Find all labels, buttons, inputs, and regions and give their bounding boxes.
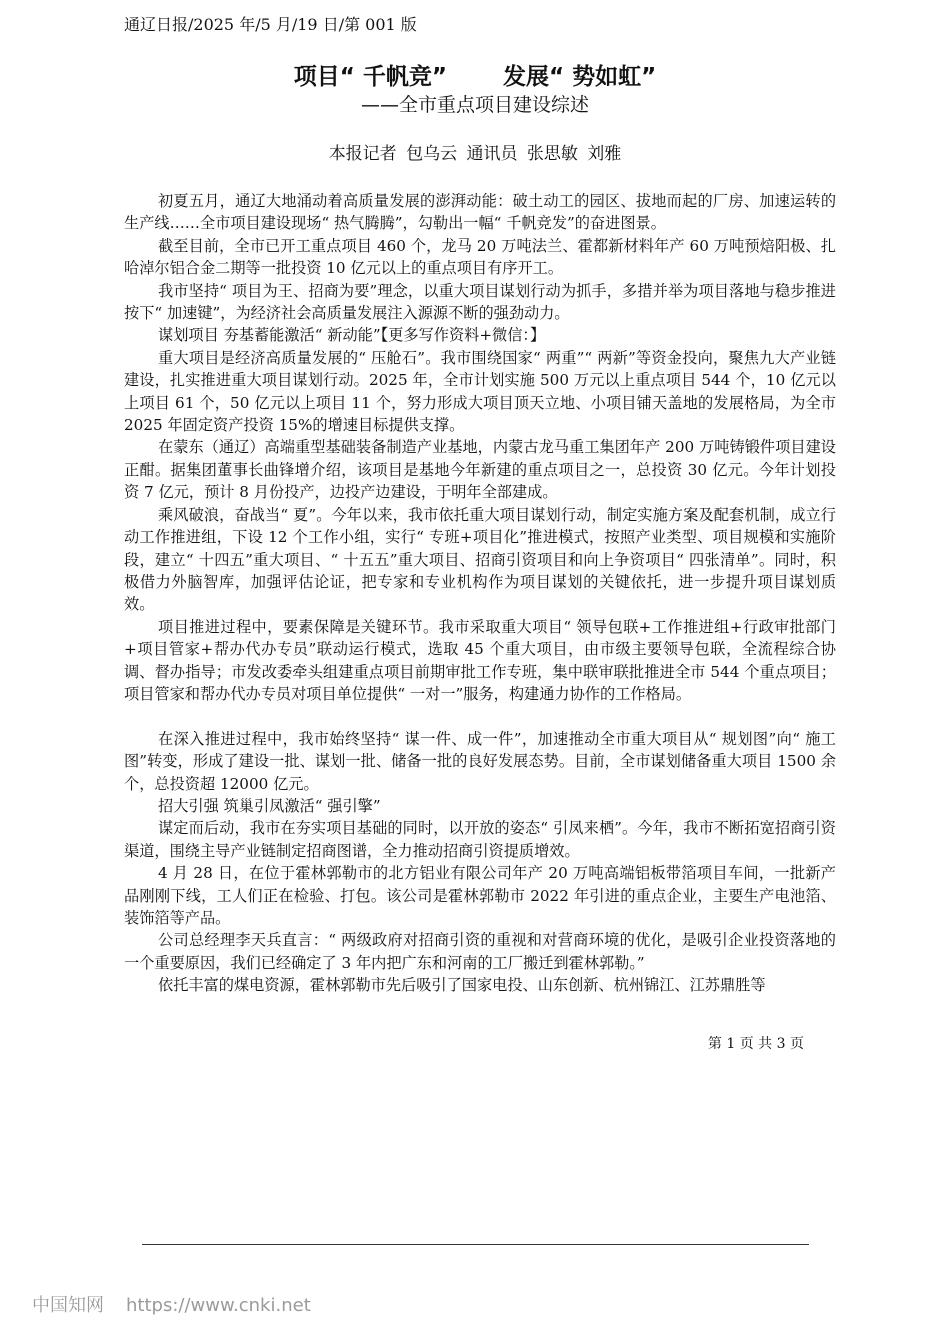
- section-heading: 谋划项目 夯基蓄能激活“ 新动能”【更多写作资料+微信：】: [158, 326, 546, 345]
- article-title-right: 发展“ 势如虹”: [503, 64, 657, 90]
- paragraph: 在蒙东（通辽）高端重型基础装备制造产业基地，内蒙古龙马重工集团年产 200 万吨铸锻件项目建设正酣。据集团董事长曲锋增介绍，该项目是基地今年新建的重点项目之一，总投资 30 亿元。今年计划投资 7 亿元，预计 8 月份投产，边投产边建设，于明年全部建成。: [124, 438, 836, 502]
- footer-divider: [142, 1244, 809, 1245]
- page-number: 第 1 页 共 3 页: [707, 1036, 804, 1052]
- watermark-brand: 中国知网: [32, 1295, 104, 1316]
- paragraph: 截至目前，全市已开工重点项目 460 个，龙马 20 万吨法兰、霍都新材料年产 60 万吨预焙阳极、扎哈淖尔铝合金二期等一批投资 10 亿元以上的重点项目有序开工。: [124, 236, 836, 278]
- paragraph: 乘风破浪，奋战当“ 夏”。今年以来，我市依托重大项目谋划行动，制定实施方案及配套机制，成立行动工作推进组，下设 12 个工作小组，实行“ 专班+项目化”推进模式，按照产业类型、项目规模和实施阶段，建立“ 十四五”重大项目、“ 十五五”重大项目、招商引资项目和向上争资项目“ 四张清单”。同时，积极借力外脑智库，加强评估论证，把专家和专业机构作为项目谋划的关键依托，进一步提升项目谋划质效。: [124, 505, 836, 614]
- cnki-watermark: [32, 1294, 311, 1318]
- article-byline: 本报记者 包乌云 通讯员 张思敏 刘雅: [328, 144, 622, 164]
- paragraph: 初夏五月，通辽大地涌动着高质量发展的澎湃动能：破土动工的园区、拔地而起的厂房、加速运转的生产线……全市项目建设现场“ 热气腾腾”，勾勒出一幅“ 千帆竞发”的奋进图景。: [124, 192, 836, 233]
- section-heading: 招大引强 筑巢引凤激活“ 强引擎”: [158, 796, 381, 815]
- article-title-left: 项目“ 千帆竞”: [293, 64, 447, 90]
- paragraph: 依托丰富的煤电资源，霍林郭勒市先后吸引了国家电投、山东创新、杭州锦江、江苏鼎胜等: [158, 976, 766, 995]
- paragraph: 我市坚持“ 项目为王、招商为要”理念，以重大项目谋划行动为抓手，多措并举为项目落地与稳步推进按下“ 加速键”，为经济社会高质量发展注入源源不断的强劲动力。: [124, 281, 836, 323]
- paragraph: 谋定而后动，我市在夯实项目基础的同时，以开放的姿态“ 引凤来栖”。今年，我市不断拓宽招商引资渠道，围绕主导产业链制定招商图谱，全力推动招商引资提质增效。: [124, 819, 836, 860]
- article-title: [0, 62, 950, 92]
- newspaper-source-line: 通辽日报/2025 年/5 月/19 日/第 001 版: [124, 15, 417, 34]
- article-subtitle: ——全市重点项目建设综述: [360, 94, 589, 116]
- paragraph: 公司总经理李天兵直言：“ 两级政府对招商引资的重视和对营商环境的优化，是吸引企业投资落地的一个重要原因，我们已经确定了 3 年内把广东和河南的工厂搬迁到霍林郭勒。”: [124, 931, 836, 972]
- paragraph: 在深入推进过程中，我市始终坚持“ 谋一件、成一件”，加速推动全市重大项目从“ 规划图”向“ 施工图”转变，形成了建设一批、谋划一批、储备一批的良好发展态势。目前，全市谋划储备重大项目 1500 余个，总投资超 12000 亿元。: [124, 729, 836, 793]
- paragraph: 4 月 28 日，在位于霍林郭勒市的北方铝业有限公司年产 20 万吨高端铝板带箔项目车间，一批新产品刚刚下线，工人们正在检验、打包。该公司是霍林郭勒市 2022 年引进的重点企业，主要生产电池箔、装饰箔等产品。: [124, 864, 836, 927]
- paragraph: 项目推进过程中，要素保障是关键环节。我市采取重大项目“ 领导包联+工作推进组+行政审批部门+项目管家+帮办代办专员”联动运行模式，选取 45 个重大项目，由市级主要领导包联，全流程综合协调、督办指导；市发改委牵头组建重点项目前期审批工作专班，集中联审联批推进全市 544 个重点项目；项目管家和帮办代办专员对项目单位提供“ 一对一”服务，构建通力协作的工作格局。: [124, 617, 836, 703]
- paragraph-spacer: [124, 705, 836, 727]
- article-body: [124, 190, 836, 997]
- watermark-url[interactable]: https://www.cnki.net: [126, 1295, 311, 1316]
- paragraph: 重大项目是经济高质量发展的“ 压舱石”。我市围绕国家“ 两重”“ 两新”等资金投向，聚焦九大产业链建设，扎实推进重大项目谋划行动。2025 年，全市计划实施 500 万元以上重点项目 544 个，10 亿元以上项目 61 个，50 亿元以上项目 11 个，努力形成大项目顶天立地、小项目铺天盖地的发展格局，为全市 2025 年固定资产投资 15%的增速目标提供支撑。: [124, 348, 836, 435]
